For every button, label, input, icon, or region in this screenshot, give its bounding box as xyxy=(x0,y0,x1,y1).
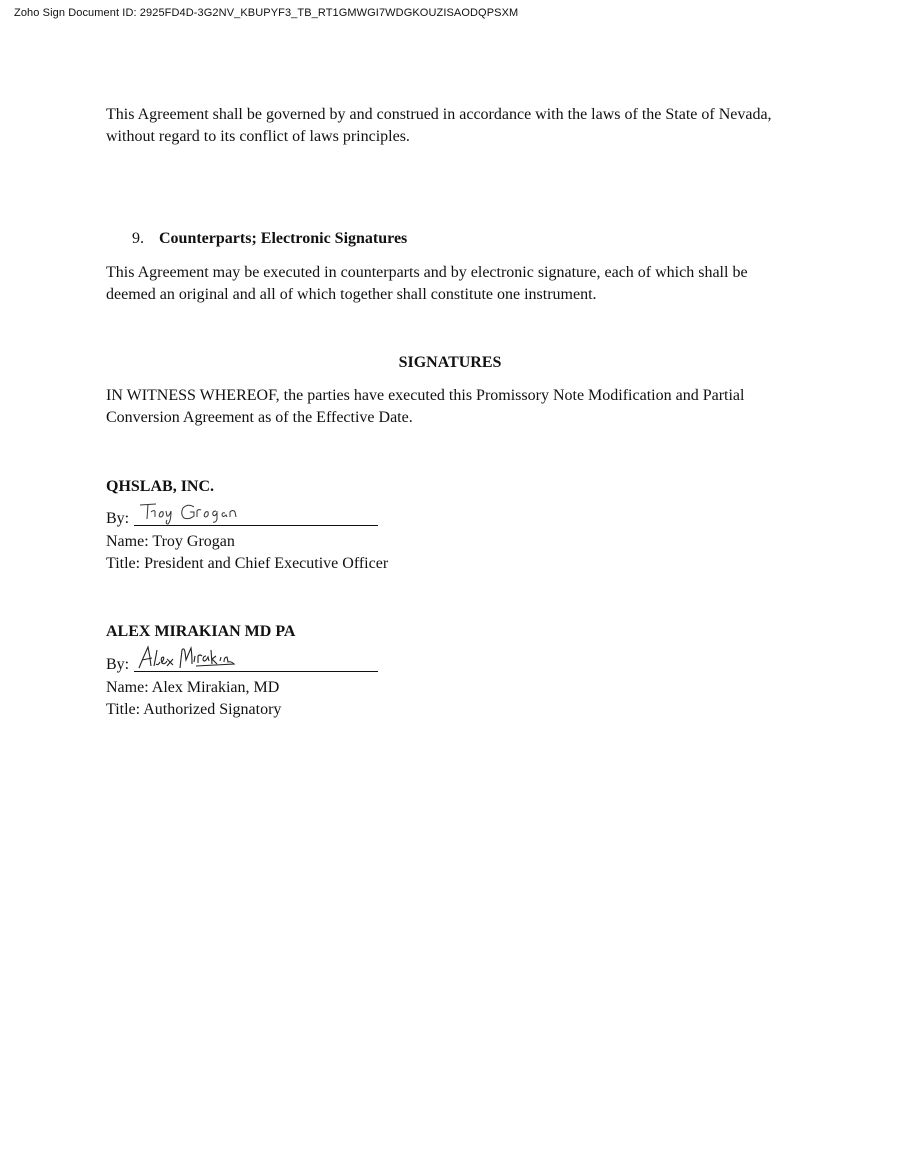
party-1-signature-line xyxy=(106,502,378,526)
section-9-title: Counterparts; Electronic Signatures xyxy=(159,230,408,247)
party-1-by-label: By: xyxy=(106,510,130,527)
signatures-heading: SIGNATURES xyxy=(398,354,502,371)
party-2-name: Name: Alex Mirakian, MD xyxy=(106,679,280,696)
governing-law-paragraph: This Agreement shall be governed by and construed in accordance with the laws of the State of Nevada, without regard to its conflict of laws principles. xyxy=(106,106,772,145)
section-9-number: 9. xyxy=(132,230,144,247)
section-9-heading xyxy=(132,228,407,250)
party-2-by-label: By: xyxy=(106,656,130,673)
counterparts-paragraph: This Agreement may be executed in counterparts and by electronic signature, each of which shall be deemed an original and all of which together shall constitute one instrument. xyxy=(106,264,748,303)
party-1-signature-rule xyxy=(134,525,378,526)
party-2-entity-name: ALEX MIRAKIAN MD PA xyxy=(106,623,296,640)
party-1-name: Name: Troy Grogan xyxy=(106,533,235,550)
party-1-handwritten-signature xyxy=(136,501,266,525)
party-2-handwritten-signature xyxy=(136,644,246,674)
party-2-signature-line xyxy=(106,648,378,672)
witness-paragraph: IN WITNESS WHEREOF, the parties have executed this Promissory Note Modification and Partial Conversion Agreement as of the Effective Date. xyxy=(106,387,745,426)
party-1-title: Title: President and Chief Executive Officer xyxy=(106,555,389,572)
document-id-header: Zoho Sign Document ID: 2925FD4D-3G2NV_KBUPYF3_TB_RT1GMWGI7WDGKOUZISAODQPSXM xyxy=(14,7,519,19)
party-1-entity-name: QHSLAB, INC. xyxy=(106,478,215,495)
party-2-title: Title: Authorized Signatory xyxy=(106,701,282,718)
